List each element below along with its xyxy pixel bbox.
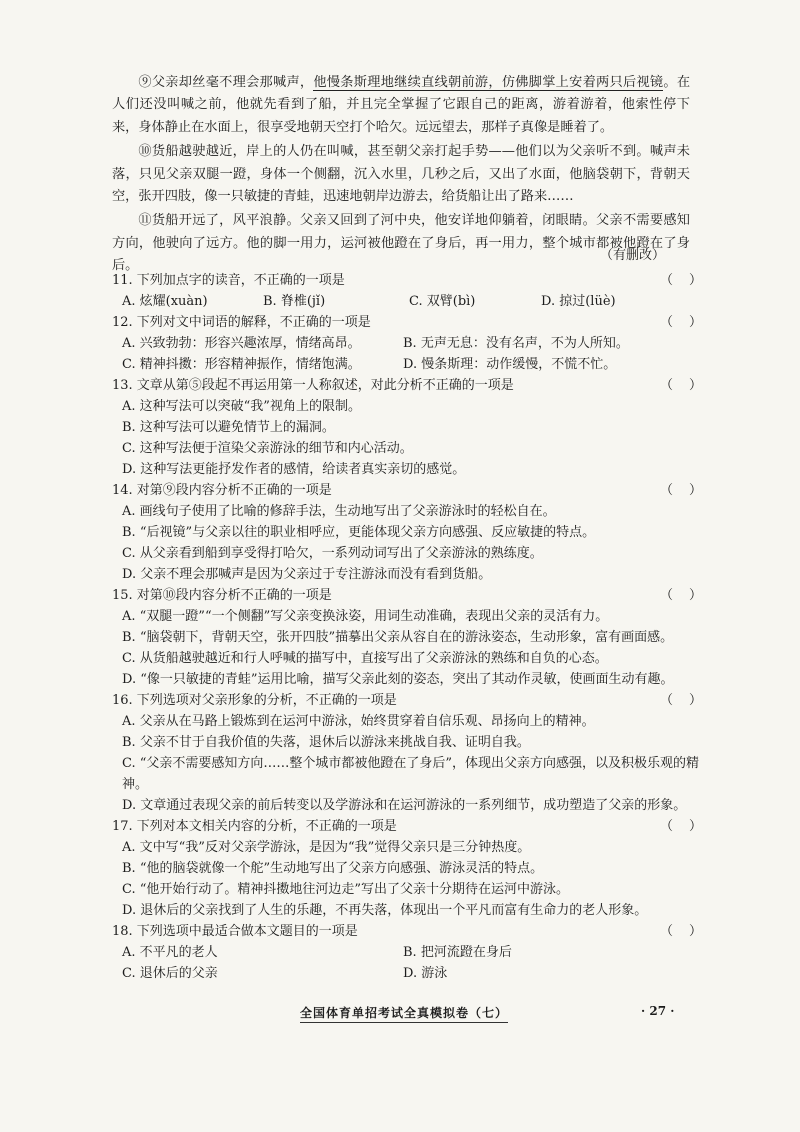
question-stem: 15. 对第⑩段内容分析不正确的一项是 [112,588,332,603]
option-d[interactable]: D. 游泳 [403,966,448,981]
question-stem: 13. 文章从第⑤段起不再运用第一人称叙述，对此分析不正确的一项是 [112,378,514,393]
option-d[interactable]: D. 文章通过表现父亲的前后转变以及学游泳和在运河游泳的一系列细节，成功塑造了父亲的形象。 [122,798,687,813]
option-b[interactable]: B. “后视镜”与父亲以往的职业相呼应，更能体现父亲方向感强、反应敏捷的特点。 [122,525,596,540]
answer-blank[interactable] [660,270,702,291]
option-c[interactable]: C. 从父亲看到船到享受得打哈欠，一系列动词写出了父亲游泳的熟练度。 [122,546,543,561]
paragraph-9-rest: 。在人们还没叫喊之前，他就先看到了船，并且完全掌握了它跟自己的距离，游着游着，他索性停下来，身体静止在水面上，很享受地朝天空打个哈欠。远远望去，那样子真像是睡着了。 [112,75,691,135]
paragraph-9 [112,72,690,139]
footer-title: 全国体育单招考试全真模拟卷（七） [300,1004,508,1023]
option-b[interactable]: B. 无声无息：没有名声，不为人所知。 [403,336,629,351]
question-stem: 17. 下列对本文相关内容的分析，不正确的一项是 [112,819,397,834]
paragraph-9-start: ⑨父亲却丝毫不理会那喊声， [138,75,314,90]
option-row [112,333,702,354]
underlined-sentence: 他慢条斯理地继续直线朝前游，仿佛脚掌上安着两只后视镜 [313,75,664,90]
paragraph-10: ⑩货船越驶越近，岸上的人仍在叫喊，甚至朝父亲打起手势——他们以为父亲听不到。喊声未落，只见父亲双腿一蹬，身体一个侧翻，沉入水里，几秒之后，又出了水面，他脑袋朝下，背朝天空，张开四肢，像一只敏捷的青蛙，迅速地朝岸边游去，给货船让出了路来…… [112,144,690,205]
option-b[interactable]: B. 这种写法可以避免情节上的漏洞。 [122,420,335,435]
answer-blank[interactable] [660,375,702,396]
source-note: （有删改） [600,248,666,263]
paren-left: （ [660,693,674,708]
question-stem: 18. 下列选项中最适合做本文题目的一项是 [112,924,358,939]
question-11 [112,270,702,312]
question-list [112,270,702,984]
paren-right: ） [688,483,702,498]
option-d[interactable]: D. 退休后的父亲找到了人生的乐趣，不再失落，体现出一个平凡而富有生命力的老人形象。 [122,903,648,918]
option-b[interactable]: B. 脊椎(jǐ) [263,294,326,309]
question-stem: 14. 对第⑨段内容分析不正确的一项是 [112,483,332,498]
answer-blank[interactable] [660,585,702,606]
paren-right: ） [688,819,702,834]
option-b[interactable]: B. 把河流蹬在身后 [403,945,512,960]
question-15 [112,585,702,690]
option-d[interactable]: D. 掠过(lüè) [541,294,616,309]
paren-left: （ [660,588,674,603]
question-18 [112,921,702,984]
option-a[interactable]: A. 父亲从在马路上锻炼到在运河中游泳，始终贯穿着自信乐观、昂扬向上的精神。 [122,714,595,729]
paren-left: （ [660,273,674,288]
question-12 [112,312,702,375]
option-c[interactable]: C. 这种写法便于渲染父亲游泳的细节和内心活动。 [122,441,413,456]
option-d[interactable]: D. “像一只敏捷的青蛙”运用比喻，描写父亲此刻的姿态，突出了其动作灵敏，使画面生动有趣。 [122,672,674,687]
paren-right: ） [688,588,702,603]
paren-left: （ [660,315,674,330]
page-number: · 27 · [641,1004,675,1018]
option-row [112,291,702,312]
option-d[interactable]: D. 这种写法更能抒发作者的感情，给读者真实亲切的感觉。 [122,462,466,477]
answer-blank[interactable] [660,480,702,501]
paren-left: （ [660,924,674,939]
option-a[interactable]: A. 炫耀(xuàn) [122,294,208,309]
question-stem: 16. 下列选项对父亲形象的分析，不正确的一项是 [112,693,397,708]
option-d[interactable]: D. 慢条斯理：动作缓慢，不慌不忙。 [403,357,617,372]
paren-left: （ [660,483,674,498]
option-a[interactable]: A. 兴致勃勃：形容兴趣浓厚，情绪高昂。 [122,336,361,351]
option-d[interactable]: D. 父亲不理会那喊声是因为父亲过于专注游泳而没有看到货船。 [122,567,492,582]
question-16 [112,690,702,816]
option-a[interactable]: A. 文中写“我”反对父亲学游泳，是因为“我”觉得父亲只是三分钟热度。 [122,840,531,855]
option-a[interactable]: A. 不平凡的老人 [122,945,218,960]
option-a[interactable]: A. 这种写法可以突破“我”视角上的限制。 [122,399,361,414]
option-a[interactable]: A. 画线句子使用了比喻的修辞手法，生动地写出了父亲游泳时的轻松自在。 [122,504,556,519]
paren-right: ） [688,693,702,708]
option-c[interactable]: C. 从货船越驶越近和行人呼喊的描写中，直接写出了父亲游泳的熟练和自负的心态。 [122,651,608,666]
answer-blank[interactable] [660,816,702,837]
answer-blank[interactable] [660,921,702,942]
paren-right: ） [688,315,702,330]
question-17 [112,816,702,921]
question-13 [112,375,702,480]
option-b[interactable]: B. “脑袋朝下，背朝天空，张开四肢”描摹出父亲从容自在的游泳姿态，生动形象，富有画面感。 [122,630,674,645]
option-row [112,942,702,963]
paren-left: （ [660,819,674,834]
option-row [112,963,702,984]
paren-left: （ [660,378,674,393]
paren-right: ） [688,924,702,939]
option-c[interactable]: C. 精神抖擞：形容精神振作，情绪饱满。 [122,357,361,372]
option-b[interactable]: B. “他的脑袋就像一个舵”生动地写出了父亲方向感强、游泳灵活的特点。 [122,861,544,876]
option-row [112,354,702,375]
paragraph-11: ⑪货船开远了，风平浪静。父亲又回到了河中央，他安详地仰躺着，闭眼睛。父亲不需要感知方向，他驶向了远方。他的脚一用力，运河被他蹬在了身后，再一用力，整个城市都被他蹬在了身后。 [112,213,690,274]
option-a[interactable]: A. “双腿一蹬”“一个侧翻”写父亲变换泳姿，用词生动准确，表现出父亲的灵活有力。 [122,609,609,624]
question-14 [112,480,702,585]
question-stem: 12. 下列对文中词语的解释，不正确的一项是 [112,315,371,330]
paren-right: ） [688,273,702,288]
option-c[interactable]: C. 双臂(bì) [409,294,476,309]
answer-blank[interactable] [660,690,702,711]
paren-right: ） [688,378,702,393]
option-b[interactable]: B. 父亲不甘于自我价值的失落，退休后以游泳来挑战自我、证明自我。 [122,735,530,750]
option-c[interactable]: C. “他开始行动了。精神抖擞地往河边走”写出了父亲十分期待在运河中游泳。 [122,882,570,897]
question-stem: 11. 下列加点字的读音，不正确的一项是 [112,273,345,288]
answer-blank[interactable] [660,312,702,333]
option-c[interactable]: C. 退休后的父亲 [122,966,218,981]
option-c[interactable]: C. “父亲不需要感知方向……整个城市都被他蹬在了身后”，体现出父亲方向感强，以及积极乐观的精神。 [122,756,700,792]
